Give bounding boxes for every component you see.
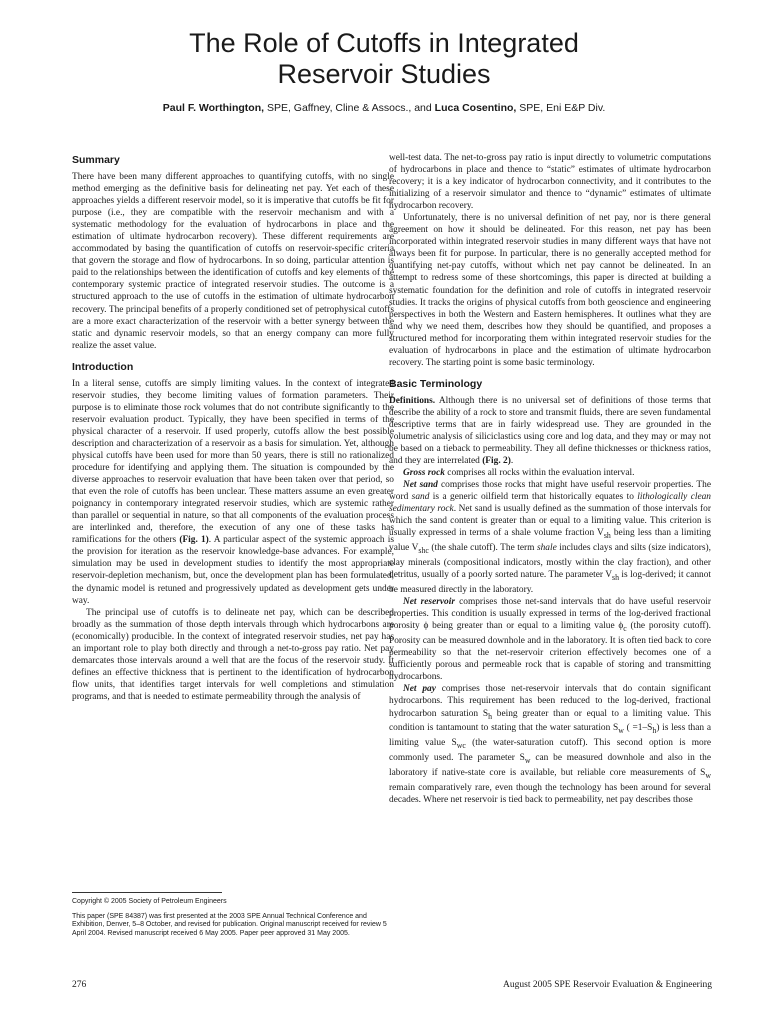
net-sand-text: is a generic oilfield term that historically equates to [429, 492, 638, 503]
net-sand-text: (the shale cutoff). The term [428, 543, 537, 554]
net-pay-text: ( =1–S [623, 723, 653, 734]
net-pay-text: (the water-saturation cutoff). This second option is more commonly used. The parameter S [389, 738, 711, 764]
paper-title [40, 28, 728, 90]
net-sand-term: Net sand [403, 480, 438, 491]
figure-1-reference[interactable]: (Fig. 1) [179, 535, 209, 546]
subscript: h [488, 711, 493, 721]
subscript: w [705, 771, 711, 781]
net-sand-word-shale: shale [536, 543, 557, 554]
right-column [389, 152, 711, 806]
author-name-1: Paul F. Worthington, [162, 102, 265, 114]
right-paragraph-1: well-test data. The net-to-gross pay ratio is input directly to volumetric computations of hydrocarbons in place and thence to “static” estimates of ultimate hydrocarbon recovery; it is a key indicator of hydrocarbon connectivity, and it contributes to the initializing of a reservoir simulator and thence to “dynamic” estimates of ultimate hydrocarbon recovery. [389, 153, 711, 212]
net-reservoir-term: Net reservoir [403, 597, 455, 608]
gross-rock-term: Gross rock [403, 468, 445, 479]
terminology-heading: Basic Terminology [389, 377, 483, 390]
intro-text-b: . A particular aspect of the systemic approach is the provision for iteration as the reservoir knowledge-base advances. For example, simulation may be used in development studies to identify the most appropriate reservoir-depletion mechanism, but, once the development plan has been formulated, the dynamic model is retuned and progressively updated as development gets under way. [72, 535, 394, 606]
net-reservoir-paragraph [389, 596, 711, 683]
subscript: h [652, 726, 657, 736]
definitions-paragraph [389, 395, 711, 467]
author-affiliation-1: SPE, Gaffney, Cline & Assocs., and [264, 102, 435, 114]
paper-history-note: This paper (SPE 84387) was first presented at the 2003 SPE Annual Technical Conference and Exhibition, Denver, 5–8 October, and revised for publication. Original manuscript received for review 5 April 2004. Revised manuscript received 6 May 2005. Paper peer approved 31 May 2005. [72, 912, 387, 937]
net-pay-text: comprises those net-reservoir intervals that do contain significant hydrocarbons. This requirement has been reduced to the log-derived, fractional hydrocarbon saturation S [389, 684, 711, 719]
author-name-2: Luca Cosentino, [434, 102, 517, 114]
net-pay-text: can be measured downhole and also in the laboratory if native-state core is available, but reliable core measurements of S [389, 753, 711, 779]
net-sand-word-sand: sand [411, 492, 430, 503]
title-line-2: Reservoir Studies [277, 59, 491, 89]
net-pay-text: remain comparatively rare, even though the technology has been around for several decades. Where net reservoir is tied back to permeability, net pay describes those [389, 783, 711, 806]
gross-rock-paragraph [389, 467, 711, 479]
right-paragraph-2: Unfortunately, there is no universal definition of net pay, nor is there general agreement on how it should be delineated. For this reason, net pay has been incorporated within integrated reservoir studies in many different ways that have not always been fit for purpose. In particular, there is no generally accepted method for quantifying net-pay cutoffs, without which net pay cannot be delineated. In an attempt to redress some of these shortcomings, this paper is directed at building a systematic foundation for the definition and role of cutoffs in integrated reservoir studies. It tracks the origins of physical cutoffs from both geoscience and engineering perspectives in both the Western and Eastern hemispheres. It outlines what they are and why we need them, describes how they should be quantified, and proposes a structured method for incorporating them within integrated reservoir studies for the evaluation of hydrocarbons in place and the estimation of ultimate hydrocarbon recovery. The starting point is some basic terminology. [389, 213, 711, 368]
net-pay-text: ) is less than a limiting value S [389, 723, 711, 749]
net-sand-text: is log-derived; it cannot be measured directly in the laboratory. [389, 570, 711, 596]
subscript: sh [603, 531, 611, 541]
definitions-text-a: Although there is no universal set of definitions of those terms that describe the ability of a rock to store and transmit fluids, there are seven fundamental descriptive terms that are in fairly widespread use. They are grounded in the volumetric analysis of siliciclastics using core and log data, and they may or may not be based on a tieback to permeability. They all define thicknesses or thickness ratios, and they are interrelated [389, 395, 711, 467]
author-affiliation-2: SPE, Eni E&P Div. [516, 102, 606, 114]
author-line [40, 102, 728, 114]
net-sand-text: includes clays and silts (size indicators), clay minerals (compositional indicators, mostly within the clay fraction), and other detritus, usually of a poorly sorted nature. The parameter V [389, 543, 711, 581]
net-reservoir-text: comprises those net-sand intervals that do have useful reservoir properties. This condition is usually expressed in terms of the log-derived fractional porosity ϕ being greater than or equal to a limiting value ϕ [389, 597, 712, 632]
gross-rock-text: comprises all rocks within the evaluation interval. [444, 468, 635, 479]
net-sand-text: comprises those rocks that might have useful reservoir properties. The word [389, 480, 712, 503]
net-sand-text: being less than a limiting value V [389, 528, 711, 554]
page-number: 276 [72, 980, 87, 990]
introduction-paragraph-2: The principal use of cutoffs is to delineate net pay, which can be described broadly as the summation of those depth intervals through which hydrocarbons are (economically) producible. In the context of integrated reservoir studies, net pay has an important role to play both directly and through a net-to-gross pay ratio. Net pay demarcates those intervals around a well that are the focus of the reservoir study. It defines an effective thickness that is pertinent to the identification of hydrocarbon flow units, that identifies target intervals for well completions and stimulation programs, and that is needed to estimate permeability through the analysis of [72, 607, 394, 702]
definitions-run-in: Definitions. [389, 395, 436, 406]
net-pay-paragraph [389, 683, 711, 806]
subscript: c [623, 624, 627, 634]
left-column [72, 154, 394, 703]
subscript: wc [456, 741, 466, 751]
subscript: w [618, 726, 624, 736]
footnote-divider [72, 892, 222, 893]
copyright-notice: Copyright © 2005 Society of Petroleum Engineers [72, 898, 227, 905]
figure-2-reference[interactable]: (Fig. 2) [482, 456, 511, 467]
net-reservoir-text: (the porosity cutoff). Porosity can be measured downhole and in the laboratory. It is often tied back to core permeability so that the net-reservoir criterion effectively becomes one of a sufficiently porous and permeable rock that is capable of storing and transmitting hydrocarbons. [389, 621, 711, 683]
intro-text-a: In a literal sense, cutoffs are simply limiting values. In the context of integrated reservoir studies, they become limiting values of formation parameters. Their purpose is to eliminate those rock volumes that do not contribute significantly to the reservoir evaluation product. Typically, they have been specified in terms of the physical character of a reservoir. If used properly, cutoffs allow the best possible description and characterization of a reservoir as a basis for simulation. Yet, although physical cutoffs have been used for more than 50 years, there is still no rationalized procedure for identifying and applying them. The situation is compounded by the diverse approaches to reservoir evaluation that have been taken over that period, so that even the role of cutoffs has been unclear. These matters assume an even greater poignancy in contemporary integrated reservoir studies, which are systemic rather than parallel or sequential in nature, so that all components of the evaluation process are interlinked and, therefore, the execution of any one of these tasks has ramifications for the others [72, 378, 394, 546]
net-pay-text: being greater than or equal to a limiting value. This condition is tantamount to stating that the water saturation S [389, 708, 712, 734]
summary-heading: Summary [72, 154, 120, 166]
summary-paragraph: There have been many different approaches to quantifying cutoffs, with no single method emerging as the definitive basis for delineating net pay. Yet each of these approaches yields a different reservoir model, so it is imperative that cutoffs be fit for purpose (i.e., they are compatible with the reservoir mechanism and with a systematic methodology for the evaluation of hydrocarbons in place and the estimation of ultimate hydrocarbon recovery). These different requirements are accommodated by basing the quantification of cutoffs on reservoir-specific criteria that govern the storage and flow of hydrocarbons. In so doing, particular attention is paid to the relationships between the identification of cutoffs and key elements of the contemporary systemic practice of integrated reservoir studies. The outcome is a structured approach to the use of cutoffs in the estimation of ultimate hydrocarbon recovery. The principal benefits of a properly conditioned set of petrophysical cutoffs are a more exact characterization of the reservoir with a better synergy between the static and dynamic reservoir models, so that an energy company can more fully realize the asset value. [72, 172, 394, 351]
net-sand-text: . Net sand is usually defined as the summation of those intervals for which the sand content is greater than or equal to a limiting value. This criterion is usually expressed in terms of a shale volume fraction V [389, 504, 711, 539]
net-sand-lithology-phrase: lithologically clean sedimentary rock [389, 492, 711, 515]
subscript: w [524, 756, 531, 766]
net-sand-paragraph [389, 479, 711, 596]
title-line-1: The Role of Cutoffs in Integrated [189, 28, 579, 58]
footnotes [72, 898, 392, 944]
subscript: shc [418, 546, 429, 556]
introduction-paragraph-1 [72, 378, 394, 607]
introduction-heading: Introduction [72, 360, 134, 373]
definitions-text-b: . [510, 456, 514, 467]
subscript: sh [612, 573, 619, 583]
net-pay-term: Net pay [403, 684, 436, 695]
journal-footer: August 2005 SPE Reservoir Evaluation & Engineering [503, 980, 712, 990]
